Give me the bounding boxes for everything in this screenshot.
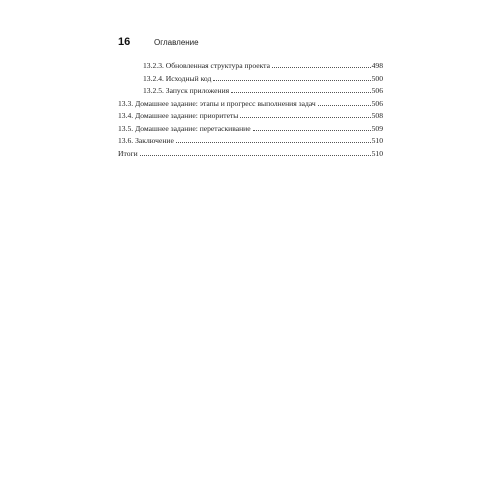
toc-entry-title: 13.5. Домашнее задание: перетаскивание [118,123,251,133]
table-of-contents [118,60,383,160]
page-number: 16 [118,36,131,48]
toc-entry[interactable] [118,98,383,111]
toc-entry-page: 510 [371,148,383,158]
toc-entry-title: 13.4. Домашнее задание: приоритеты [118,111,239,120]
toc-entry[interactable] [118,135,383,148]
toc-entry-page: 506 [371,98,383,108]
toc-entry[interactable] [118,123,383,136]
toc-entry[interactable] [118,110,383,123]
toc-entry-page: 508 [371,111,383,120]
dot-leader [272,67,371,68]
toc-entry-page: 509 [371,123,383,133]
dot-leader [318,105,371,106]
toc-entry-title: 13.2.3. Обновленная структура проекта [143,61,270,70]
page-header [118,36,199,50]
dot-leader [231,92,370,93]
toc-entry-title: 13.2.5. Запуск приложения [143,86,230,95]
dot-leader [240,117,370,118]
running-head-title: Оглавление [154,38,199,47]
toc-entry[interactable] [118,85,383,98]
toc-entry-page: 506 [371,86,383,95]
toc-entry[interactable] [118,60,383,73]
toc-entry-page: 510 [371,136,383,145]
dot-leader [140,155,371,156]
dot-leader [176,142,371,143]
toc-entry[interactable] [118,148,383,161]
dot-leader [253,130,371,131]
dot-leader [213,80,370,81]
toc-entry-title: 13.6. Заключение [118,136,174,145]
toc-entry-title: 13.3. Домашнее задание: этапы и прогресс выполнения задач [118,98,316,108]
toc-entry-title: Итоги [118,148,138,158]
toc-entry[interactable] [118,73,383,86]
toc-entry-page: 500 [371,73,383,83]
toc-entry-title: 13.2.4. Исходный код [143,73,212,83]
toc-entry-page: 498 [371,61,383,70]
